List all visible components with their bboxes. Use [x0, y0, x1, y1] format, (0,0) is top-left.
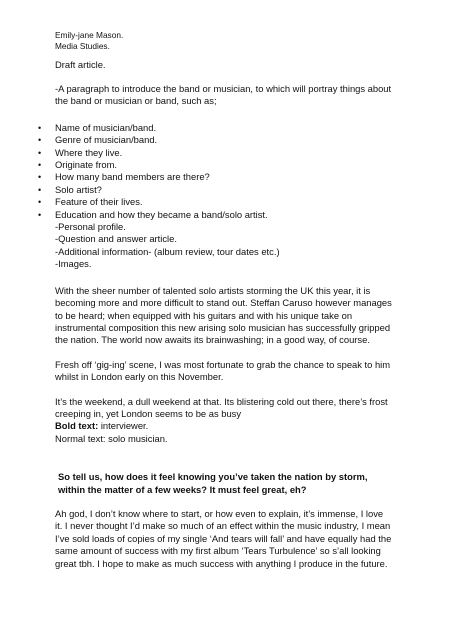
bullet-icon: •: [38, 135, 42, 146]
bullet-icon: •: [38, 172, 42, 183]
bullet-icon: •: [38, 184, 42, 195]
article-paragraph-3-block: [55, 396, 393, 446]
list-item: • Name of musician/band.: [38, 121, 157, 133]
list-item: • Genre of musician/band.: [38, 134, 158, 146]
legend-bold-label: Bold text:: [55, 420, 99, 432]
sub-item: -Question and answer article.: [55, 233, 177, 245]
sub-item: -Personal profile.: [55, 221, 126, 233]
document-title: Draft article.: [55, 59, 106, 70]
article-paragraph-2: Fresh off ‘gig-ing’ scene, I was most fortunate to grab the chance to speak to him whilst in London early on this November.: [55, 358, 391, 383]
interview-question: So tell us, how does it feel knowing you’ve taken the nation by storm, within the matter of a few weeks? It must feel great, eh?: [58, 471, 368, 495]
intro-paragraph: -A paragraph to introduce the band or musician, to which will portray things about the band or musician or band, such as;: [55, 83, 392, 107]
feature-bullet-list: [38, 121, 393, 221]
bullet-icon: •: [38, 160, 42, 171]
bullet-icon: •: [38, 122, 42, 133]
list-item: • Originate from.: [38, 159, 117, 171]
list-item: • Where they live.: [38, 146, 123, 158]
list-item: • Solo artist?: [38, 183, 102, 195]
list-item: • How many band members are there?: [38, 171, 210, 183]
bullet-icon: •: [38, 209, 42, 220]
legend-bold-value: interviewer.: [98, 420, 149, 432]
subject-name: Media Studies.: [55, 41, 110, 51]
sub-item: -Additional information- (album review, tour dates etc.): [55, 245, 280, 257]
interview-answer: Ah god, I don’t know where to start, or how even to explain, it’s immense, I love it. I never thought I’d make so much of an effect within the music industry, I mean I’ve sold loads of copies of my single ‘And tears will fall’ and have equally had the same amount of success with my first album ‘Tears Turbulence’ so s’all looking great tbh. I hope to make as much success with anything I produce in the future.: [55, 507, 392, 569]
article-paragraph-1: With the sheer number of talented solo artists storming the UK this year, it is becoming more and more difficult to stand out. Steffan Caruso however manages to be heard; when equipped with his guitars and with his unique take on instrumental composition this new arising solo musician has successfully gripped the nation. The world now awaits its brainwashing; in a good way, of course.: [55, 284, 392, 346]
legend-normal-line: Normal text: solo musician.: [55, 432, 168, 444]
bullet-icon: •: [38, 197, 42, 208]
author-name: Emily-jane Mason.: [55, 30, 124, 40]
sub-item: -Images.: [55, 258, 92, 270]
bullet-icon: •: [38, 147, 42, 158]
sub-item-list: [55, 221, 393, 271]
legend-bold-line: [55, 420, 393, 432]
list-item: • Education and how they became a band/solo artist.: [38, 208, 268, 220]
list-item: • Feature of their lives.: [38, 196, 143, 208]
article-paragraph-3: It’s the weekend, a dull weekend at that. Its blistering cold out there, there’s frost creeping in, yet London seems to be as busy: [55, 395, 388, 419]
